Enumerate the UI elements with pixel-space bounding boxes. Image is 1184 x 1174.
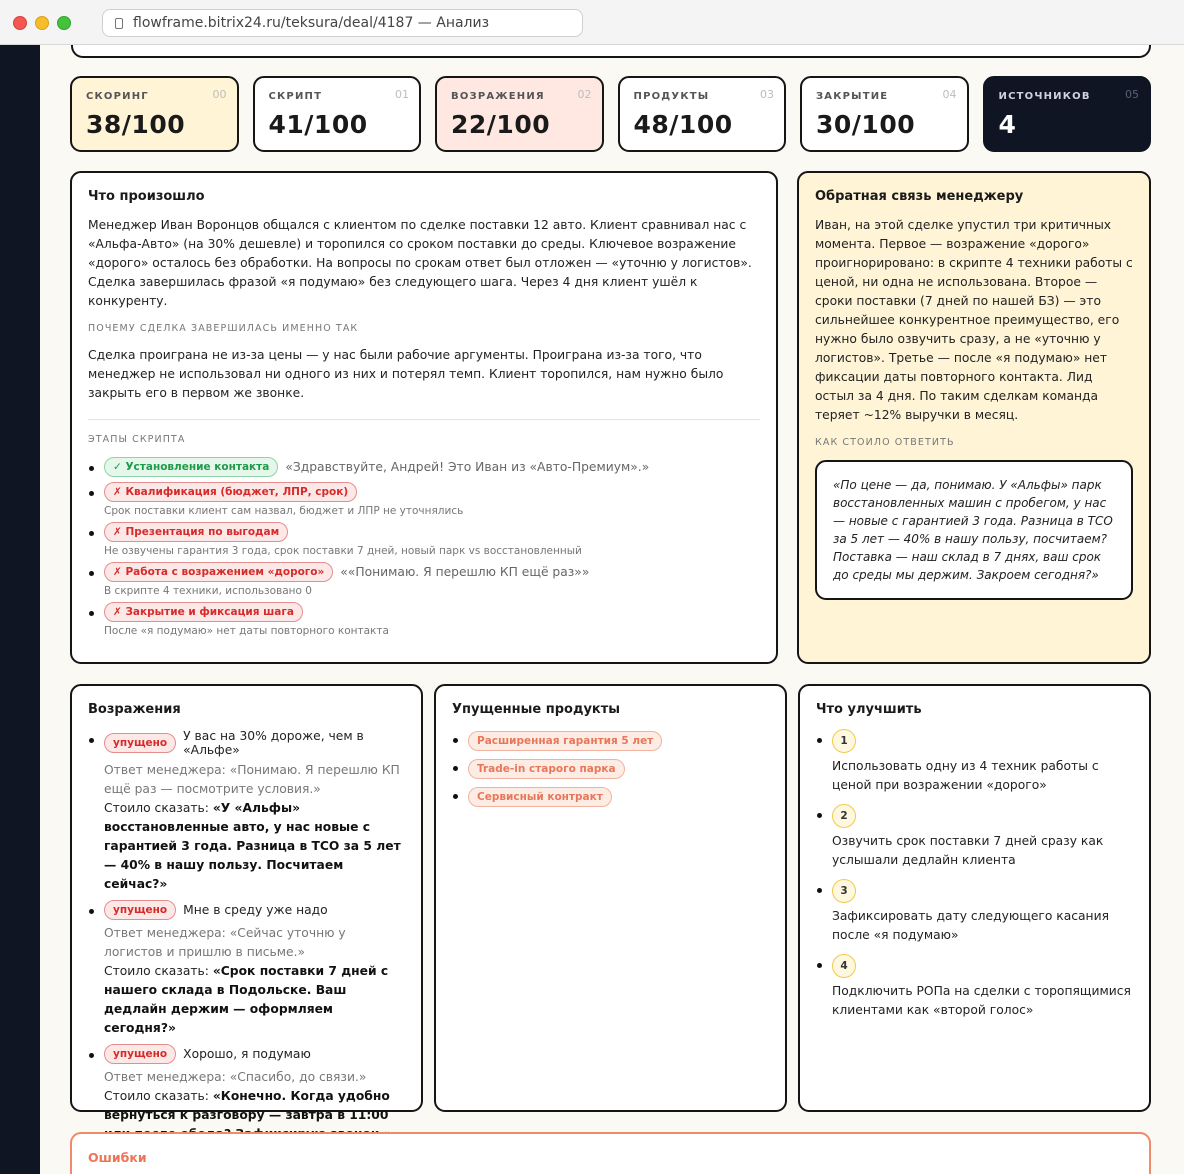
- missed-badge: упущено: [104, 900, 176, 920]
- score-card-script[interactable]: [253, 76, 422, 152]
- errors-card: [70, 1132, 1151, 1174]
- should-text: «Срок поставки 7 дней с нашего склада в Подольске. Ваш дедлайн держим — оформляем сегодня?»: [104, 964, 389, 1035]
- should-label: Стоило сказать:: [104, 1089, 209, 1103]
- objections-card: [70, 684, 423, 1122]
- improve-text: Озвучить срок поставки 7 дней сразу как услышали дедлайн клиента: [832, 834, 1104, 867]
- score-label: ЗАКРЫТИЕ: [816, 91, 889, 102]
- missed-badge: упущено: [104, 733, 176, 753]
- product-badge[interactable]: Расширенная гарантия 5 лет: [468, 731, 662, 751]
- should-text: «Конечно. Когда удобно вернуться к разговору — завтра в 11:00: [104, 1089, 390, 1122]
- step-number: 1: [832, 729, 856, 753]
- summary-title: Что произошло: [88, 189, 205, 204]
- score-value: 4: [998, 110, 1017, 139]
- objection-text: У вас на 30% дороже, чем в «Альфе»: [183, 729, 364, 757]
- maximize-window-button[interactable]: [57, 16, 71, 30]
- manager-answer: Ответ менеджера: «Спасибо, до связи.»: [104, 1070, 367, 1084]
- product-item: [452, 785, 769, 807]
- objections-title: Возражения: [88, 702, 181, 717]
- score-index: 03: [760, 88, 774, 101]
- stage-note: Не озвучены гарантия 3 года, срок поставки 7 дней, новый парк vs восстановленный: [104, 545, 582, 557]
- should-text: «У «Альфы» восстановленные авто, у нас новые с гарантией 3 года. Разница в TCO за 5 лет — 40% в нашу пользу. Посчитаем сейчас?»: [104, 801, 401, 891]
- should-label: Стоило сказать:: [104, 964, 209, 978]
- stage-item: [88, 482, 760, 517]
- sidebar: [0, 45, 40, 1174]
- score-value: 48/100: [633, 110, 733, 139]
- score-index: 00: [212, 88, 227, 101]
- score-index: 02: [577, 88, 592, 101]
- errors-title: Ошибки: [88, 1150, 147, 1165]
- missed-badge: упущено: [104, 1044, 176, 1064]
- answer-label: КАК СТОИЛО ОТВЕТИТЬ: [815, 437, 955, 448]
- product-item: [452, 757, 769, 779]
- stage-note: Срок поставки клиент сам назвал, бюджет и ЛПР не уточнялись: [104, 505, 464, 517]
- score-value: 30/100: [816, 110, 916, 139]
- page-content: [40, 45, 1184, 1174]
- feedback-title: Обратная связь менеджеру: [815, 189, 1024, 204]
- summary-text: Менеджер Иван Воронцов общался с клиентом по сделке поставки 12 авто. Клиент сравнивал нас с «Альфа-Авто» (на 30% дешевле) и торопился со сроком поставки до среды. Ключевое возражение «дорого» осталось без обработки. На вопросы по срокам ответ был отложен — «уточню у логистов». Сделка завершилась фразой «я подумаю» без следующего шага. Через 4 дня клиент ушёл к конкуренту.: [88, 218, 752, 308]
- score-card-objections[interactable]: [435, 76, 604, 152]
- stage-status-badge[interactable]: ✗ Закрытие и фиксация шага: [104, 602, 303, 622]
- score-label: СКРИПТ: [268, 91, 323, 102]
- score-cards: [70, 76, 1151, 152]
- stage-item: [88, 522, 760, 557]
- score-card-products[interactable]: [618, 76, 787, 152]
- score-card-scoring[interactable]: [70, 76, 239, 152]
- score-value: 41/100: [268, 110, 368, 139]
- improve-card: [798, 684, 1151, 1112]
- feedback-text: Иван, на этой сделке упустил три критичных момента. Первое — возражение «дорого» проигнорировано: в скрипте 4 техники работы с ценой, ни одна не использована. Второе — сроки поставки (7 дней по нашей БЗ) — это сильнейшее конкурентное преимущество, его нужно было озвучить сразу, а не «уточню у логистов». Третье — после «я подумаю» нет фиксации даты повторного контакта. Лид остыл за 4 дня. По таким сделкам команда теряет ~12% выручки в месяц.: [815, 218, 1133, 422]
- score-label: ПРОДУКТЫ: [633, 91, 710, 102]
- objection-text: Мне в среду уже надо: [183, 903, 328, 917]
- manager-answer: Ответ менеджера: «Понимаю. Я перешлю КП ещё раз — посмотрите условия.»: [104, 763, 400, 796]
- product-badge[interactable]: Сервисный контракт: [468, 787, 612, 807]
- objection-item: [88, 900, 405, 1038]
- products-list: [452, 729, 769, 807]
- score-label: СКОРИНГ: [86, 91, 149, 102]
- score-index: 05: [1125, 88, 1139, 101]
- manager-answer: Ответ менеджера: «Сейчас уточню у логистов и пришлю в письме.»: [104, 926, 346, 959]
- score-card-sources[interactable]: [983, 76, 1152, 152]
- objection-item: [88, 1044, 405, 1144]
- score-value: 22/100: [451, 110, 551, 139]
- stage-status-badge[interactable]: ✗ Квалификация (бюджет, ЛПР, срок): [104, 482, 357, 502]
- close-window-button[interactable]: [13, 16, 27, 30]
- address-text: flowframe.bitrix24.ru/teksura/deal/4187 — Анализ: [133, 15, 490, 31]
- score-index: 01: [395, 88, 409, 101]
- address-bar[interactable]: [102, 9, 583, 37]
- improve-item: [816, 729, 1133, 795]
- products-card: [434, 684, 787, 1112]
- stage-status-badge[interactable]: ✓ Установление контакта: [104, 457, 278, 477]
- step-number: 3: [832, 879, 856, 903]
- improve-title: Что улучшить: [816, 702, 922, 717]
- stage-note: В скрипте 4 техники, использовано 0: [104, 585, 312, 597]
- stage-item: [88, 562, 760, 597]
- score-index: 04: [942, 88, 957, 101]
- improve-item: [816, 804, 1133, 870]
- step-number: 4: [832, 954, 856, 978]
- improve-list: [816, 729, 1133, 1020]
- score-value: 38/100: [86, 110, 186, 139]
- summary-card: [70, 171, 778, 664]
- step-number: 2: [832, 804, 856, 828]
- objection-item: [88, 729, 405, 894]
- suggested-answer: «По цене — да, понимаю. У «Альфы» парк восстановленных машин с пробегом, у нас — новые с гарантией 3 года. Разница в TCO за 5 лет — 40% в нашу пользу, посчитаем? Поставка — наш склад в 7 днях, ваш срок до среды мы держим. Закроем сегодня?»: [815, 460, 1133, 600]
- score-label: ВОЗРАЖЕНИЯ: [451, 91, 545, 102]
- improve-item: [816, 954, 1133, 1020]
- improve-text: Подключить РОПа на сделки с торопящимися клиентами как «второй голос»: [832, 984, 1131, 1017]
- feedback-card: [797, 171, 1151, 664]
- divider: [88, 419, 760, 420]
- products-title: Упущенные продукты: [452, 702, 621, 717]
- header-card: [71, 45, 1151, 58]
- stages-label: ЭТАПЫ СКРИПТА: [88, 434, 186, 445]
- score-label: ИСТОЧНИКОВ: [998, 91, 1091, 102]
- product-badge[interactable]: Trade-in старого парка: [468, 759, 625, 779]
- objection-text: Хорошо, я подумаю: [183, 1047, 311, 1061]
- stage-quote: ««Понимаю. Я перешлю КП ещё раз»»: [340, 565, 590, 579]
- why-text: Сделка проиграна не из-за цены — у нас были рабочие аргументы. Проиграна из-за того, что менеджер не использовал ни одного из них и потерял темп. Клиент торопился, нам нужно было закрыть его в первом же звонке.: [88, 348, 724, 400]
- browser-toolbar: [0, 0, 1184, 45]
- stage-item: [88, 457, 760, 477]
- why-label: ПОЧЕМУ СДЕЛКА ЗАВЕРШИЛАСЬ ИМЕННО ТАК: [88, 323, 359, 334]
- score-card-closing[interactable]: [800, 76, 969, 152]
- should-label: Стоило сказать:: [104, 801, 209, 815]
- page-icon: [115, 18, 123, 29]
- minimize-window-button[interactable]: [35, 16, 49, 30]
- stage-status-badge[interactable]: ✗ Работа с возражением «дорого»: [104, 562, 333, 582]
- script-stages: [88, 457, 760, 637]
- improve-text: Использовать одну из 4 техник работы с ценой при возражении «дорого»: [832, 759, 1099, 792]
- objections-list: [88, 729, 405, 1144]
- stage-item: [88, 602, 760, 637]
- improve-text: Зафиксировать дату следующего касания после «я подумаю»: [832, 909, 1109, 942]
- stage-status-badge[interactable]: ✗ Презентация по выгодам: [104, 522, 288, 542]
- product-item: [452, 729, 769, 751]
- improve-item: [816, 879, 1133, 945]
- stage-quote: «Здравствуйте, Андрей! Это Иван из «Авто-Премиум».»: [285, 460, 650, 474]
- stage-note: После «я подумаю» нет даты повторного контакта: [104, 625, 389, 637]
